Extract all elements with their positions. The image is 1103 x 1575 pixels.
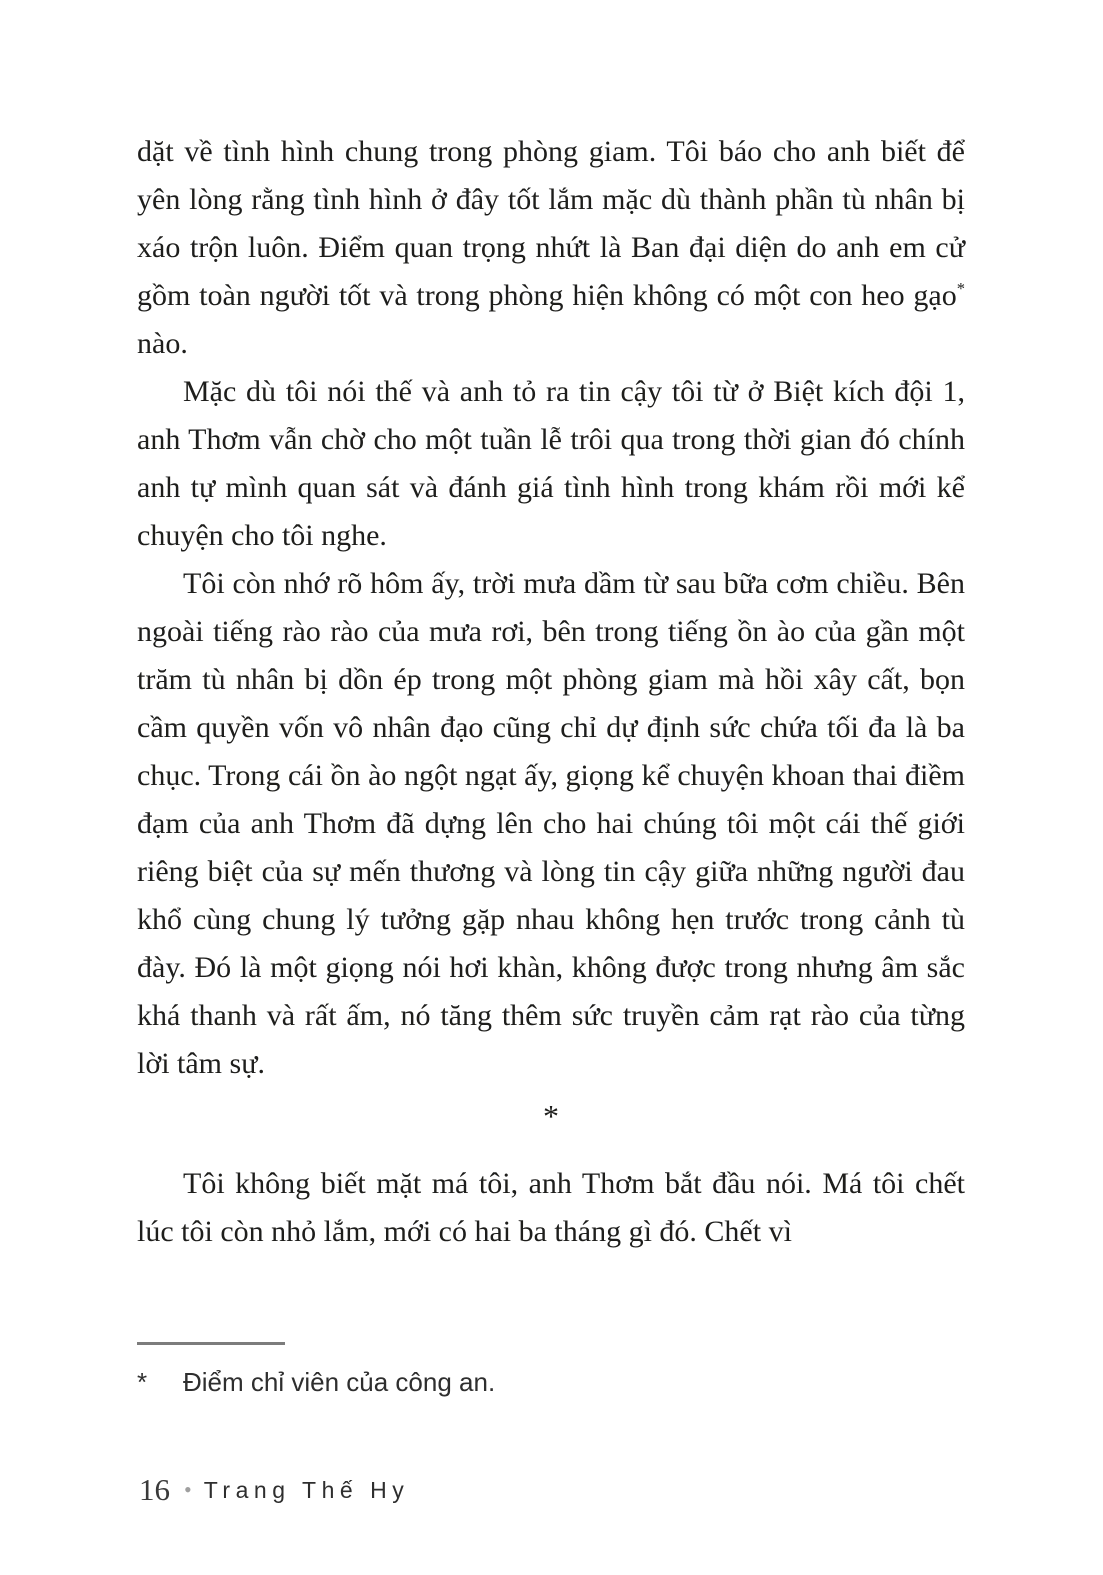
- footnote: [137, 1342, 965, 1398]
- section-separator: *: [543, 1098, 559, 1134]
- footnote-text: Điểm chỉ viên của công an.: [183, 1367, 496, 1397]
- footnote-reference-marker: *: [956, 279, 965, 298]
- page-number: 16: [139, 1472, 170, 1507]
- page-footer: [139, 1470, 409, 1510]
- footnote-line: [137, 1367, 965, 1398]
- body-text: [137, 128, 965, 1256]
- paragraph: Tôi còn nhớ rõ hôm ấy, trời mưa dầm từ sau bữa cơm chiều. Bên ngoài tiếng rào rào của mưa rơi, bên trong tiếng ồn ào của gần một trăm tù nhân bị dồn ép trong một phòng giam mà hồi xây cất, bọn cầm quyền vốn vô nhân đạo cũng chỉ dự định sức chứa tối đa là ba chục. Trong cái ồn ào ngột ngạt ấy, giọng kể chuyện khoan thai điềm đạm của anh Thơm đã dựng lên cho hai chúng tôi một cái thế giới riêng biệt của sự mến thương và lòng tin cậy giữa những người đau khổ cùng chung lý tưởng gặp nhau không hẹn trước trong cảnh tù đày. Đó là một giọng nói hơi khàn, không được trong nhưng âm sắc khá thanh và rất ấm, nó tăng thêm sức truyền cảm rạt rào của từng lời tâm sự.: [137, 567, 965, 1080]
- running-title: Trang Thế Hy: [203, 1476, 410, 1503]
- paragraph: Tôi không biết mặt má tôi, anh Thơm bắt đầu nói. Má tôi chết lúc tôi còn nhỏ lắm, mới có hai ba tháng gì đó. Chết vì: [137, 1167, 965, 1248]
- footnote-marker: *: [137, 1367, 148, 1397]
- footnote-rule: [137, 1342, 285, 1345]
- footer-dot: •: [184, 1477, 192, 1502]
- paragraph: Mặc dù tôi nói thế và anh tỏ ra tin cậy tôi từ ở Biệt kích đội 1, anh Thơm vẫn chờ cho một tuần lễ trôi qua trong thời gian đó chính anh tự mình quan sát và đánh giá tình hình trong khám rồi mới kể chuyện cho tôi nghe.: [137, 375, 965, 552]
- paragraph: dặt về tình hình chung trong phòng giam. Tôi báo cho anh biết để yên lòng rằng tình hình ở đây tốt lắm mặc dù thành phần tù nhân bị xáo trộn luôn. Điểm quan trọng nhứt là Ban đại diện do anh em cử gồm toàn người tốt và trong phòng hiện không có một con heo gạo* nào.: [137, 135, 965, 360]
